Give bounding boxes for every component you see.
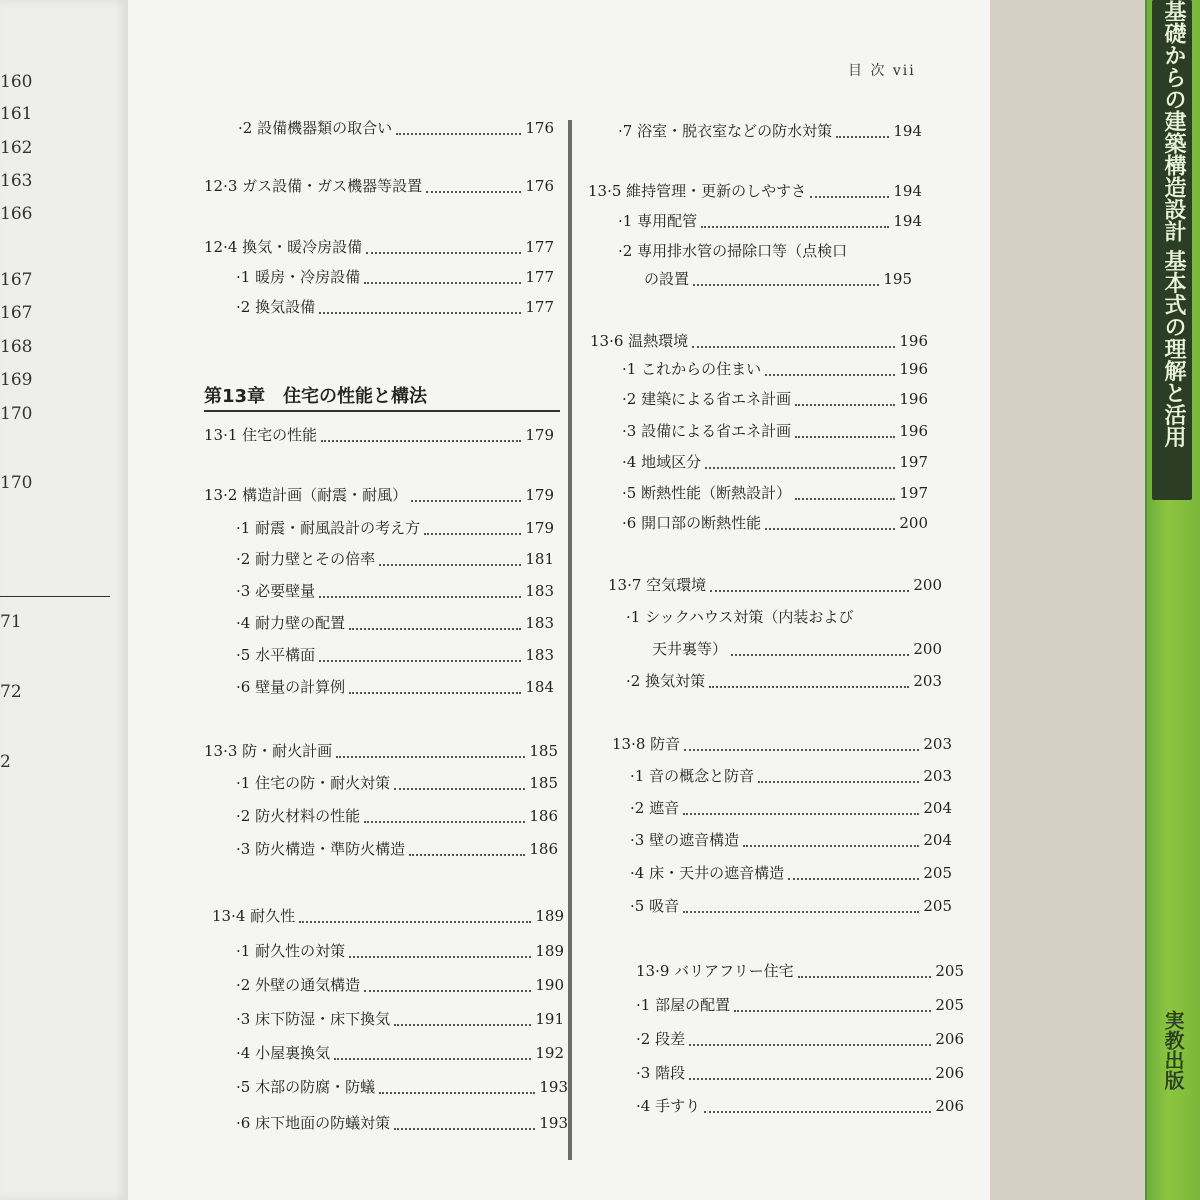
toc-entry xyxy=(618,240,922,262)
toc-entry-label: ·4 地域区分 xyxy=(622,453,702,471)
toc-entry xyxy=(236,644,554,666)
toc-leader-dots xyxy=(734,998,931,1012)
toc-entry xyxy=(236,296,554,318)
toc-entry-page: 200 xyxy=(913,576,942,594)
toc-entry-page: 203 xyxy=(913,672,942,690)
toc-entry xyxy=(236,805,558,827)
toc-leader-dots xyxy=(334,1046,531,1060)
toc-leader-dots xyxy=(758,769,919,783)
toc-entry-label: ·2 遮音 xyxy=(630,799,680,817)
toc-entry-page: 200 xyxy=(913,640,942,658)
toc-entry-page: 206 xyxy=(935,1097,964,1115)
toc-entry xyxy=(212,905,564,927)
toc-leader-dots xyxy=(349,616,521,630)
toc-entry-page: 177 xyxy=(525,298,554,316)
toc-entry-label: ·3 設備による省エネ計画 xyxy=(622,422,792,440)
book-spine-title xyxy=(1158,0,1188,500)
toc-entry-page: 195 xyxy=(883,270,912,288)
toc-entry xyxy=(630,797,952,819)
left-page-number: 166 xyxy=(0,204,33,224)
toc-leader-dots xyxy=(788,866,919,880)
toc-entry-page: 183 xyxy=(525,646,554,664)
toc-leader-dots xyxy=(349,944,531,958)
toc-entry xyxy=(236,612,554,634)
toc-leader-dots xyxy=(743,833,919,847)
toc-entry xyxy=(236,772,558,794)
toc-entry xyxy=(204,484,554,506)
toc-entry-page: 196 xyxy=(899,390,928,408)
toc-entry-page: 181 xyxy=(525,550,554,568)
toc-entry-label: ·3 階段 xyxy=(636,1064,686,1082)
toc-entry xyxy=(236,1112,568,1134)
toc-entry-label: ·2 耐力壁とその倍率 xyxy=(236,550,376,568)
left-page-number: 2 xyxy=(0,752,11,772)
toc-entry xyxy=(236,517,554,539)
toc-leader-dots xyxy=(795,424,895,438)
toc-entry-page: 206 xyxy=(935,1030,964,1048)
toc-leader-dots xyxy=(424,521,521,535)
toc-entry-label: ·3 壁の遮音構造 xyxy=(630,831,740,849)
running-head: 目 次 vii xyxy=(848,63,916,79)
toc-entry-label: ·1 暖房・冷房設備 xyxy=(236,268,361,286)
left-page-number: 168 xyxy=(0,337,33,357)
toc-entry-label: ·5 木部の防腐・防蟻 xyxy=(236,1078,376,1096)
toc-entry xyxy=(622,512,928,534)
toc-entry xyxy=(644,268,912,290)
toc-entry-page: 200 xyxy=(899,514,928,532)
toc-entry-label: ·4 床・天井の遮音構造 xyxy=(630,864,785,882)
toc-entry xyxy=(204,740,558,762)
toc-entry-label: 天井裏等） xyxy=(652,640,728,658)
spine-title: 基礎からの建築構造設計 xyxy=(1161,0,1186,242)
toc-entry xyxy=(630,765,952,787)
toc-entry xyxy=(204,175,554,197)
toc-leader-dots xyxy=(319,300,521,314)
toc-entry xyxy=(636,994,964,1016)
toc-entry xyxy=(236,676,554,698)
toc-leader-dots xyxy=(299,909,531,923)
left-page-number: 170 xyxy=(0,404,33,424)
left-page-number: 162 xyxy=(0,138,33,158)
toc-entry-label: ·2 段差 xyxy=(636,1030,686,1048)
toc-entry-label: ·2 設備機器類の取合い xyxy=(238,119,393,137)
toc-entry-page: 196 xyxy=(899,360,928,378)
toc-leader-dots xyxy=(701,214,889,228)
toc-entry-page: 194 xyxy=(893,212,922,230)
toc-entry-page: 194 xyxy=(893,122,922,140)
toc-entry-label: ·1 専用配管 xyxy=(618,212,698,230)
toc-entry-label: 13·9 バリアフリー住宅 xyxy=(636,962,794,980)
toc-entry-page: 205 xyxy=(923,864,952,882)
toc-entry-label: 13·7 空気環境 xyxy=(608,576,707,594)
toc-entry-label: ·5 断熱性能（断熱設計） xyxy=(622,484,792,502)
toc-entry-label: ·3 防火構造・準防火構造 xyxy=(236,840,406,858)
left-page-number: 167 xyxy=(0,303,33,323)
toc-entry-label: 12·4 換気・暖冷房設備 xyxy=(204,238,363,256)
toc-entry xyxy=(236,838,558,860)
toc-entry-page: 192 xyxy=(535,1044,564,1062)
toc-leader-dots xyxy=(396,121,521,135)
toc-leader-dots xyxy=(683,801,919,815)
toc-leader-dots xyxy=(709,674,909,688)
toc-entry-label: ·1 部屋の配置 xyxy=(636,996,731,1014)
left-page-number: 169 xyxy=(0,370,33,390)
left-page-number: 161 xyxy=(0,104,33,124)
toc-entry xyxy=(630,862,952,884)
toc-entry-label: ·1 耐震・耐風設計の考え方 xyxy=(236,519,421,537)
toc-entry-page: 183 xyxy=(525,582,554,600)
toc-leader-dots xyxy=(710,578,909,592)
toc-entry-page: 203 xyxy=(923,767,952,785)
left-page-number: 71 xyxy=(0,612,22,632)
toc-leader-dots xyxy=(795,486,895,500)
toc-entry-label: ·1 住宅の防・耐火対策 xyxy=(236,774,391,792)
toc-entry xyxy=(204,236,554,258)
toc-entry-label: ·2 防火材料の性能 xyxy=(236,807,361,825)
left-page-number: 163 xyxy=(0,171,33,191)
toc-entry xyxy=(630,895,952,917)
toc-entry xyxy=(636,1095,964,1117)
toc-leader-dots xyxy=(349,680,521,694)
toc-leader-dots xyxy=(692,334,895,348)
left-page-number: 170 xyxy=(0,473,33,493)
toc-entry-page: 204 xyxy=(923,799,952,817)
toc-leader-dots xyxy=(336,744,525,758)
toc-entry xyxy=(636,1028,964,1050)
toc-entry-label: の設置 xyxy=(644,270,690,288)
toc-leader-dots xyxy=(394,776,525,790)
toc-entry xyxy=(622,388,928,410)
toc-entry-label: ·5 吸音 xyxy=(630,897,680,915)
toc-leader-dots xyxy=(364,809,525,823)
toc-entry-label: ·4 小屋裏換気 xyxy=(236,1044,331,1062)
toc-leader-dots xyxy=(684,737,919,751)
toc-entry-label: ·2 換気設備 xyxy=(236,298,316,316)
toc-entry-page: 185 xyxy=(529,774,558,792)
toc-entry-page: 193 xyxy=(539,1114,568,1132)
toc-leader-dots xyxy=(689,1032,931,1046)
spine-subtitle: 基本式の理解と活用 xyxy=(1161,249,1186,448)
toc-entry-label: ·1 耐久性の対策 xyxy=(236,942,346,960)
toc-entry-label: ·1 音の概念と防音 xyxy=(630,767,755,785)
toc-entry xyxy=(236,548,554,570)
toc-entry-page: 186 xyxy=(529,807,558,825)
toc-entry-page: 185 xyxy=(529,742,558,760)
toc-entry-page: 205 xyxy=(935,962,964,980)
toc-entry-label: 13·5 維持管理・更新のしやすさ xyxy=(588,182,807,200)
toc-entry xyxy=(608,574,942,596)
toc-entry xyxy=(204,424,554,446)
toc-entry xyxy=(588,180,922,202)
toc-entry-label: ·3 必要壁量 xyxy=(236,582,316,600)
toc-leader-dots xyxy=(836,124,889,138)
toc-entry-label: ·2 専用排水管の掃除口等（点検口 xyxy=(618,242,848,260)
toc-leader-dots xyxy=(795,392,895,406)
toc-leader-dots xyxy=(394,1116,535,1130)
toc-entry-label: 13·6 温熱環境 xyxy=(590,332,689,350)
toc-leader-dots xyxy=(364,978,531,992)
toc-leader-dots xyxy=(379,1080,535,1094)
toc-leader-dots xyxy=(319,648,521,662)
toc-leader-dots xyxy=(394,1012,531,1026)
toc-entry-page: 177 xyxy=(525,268,554,286)
toc-entry-page: 194 xyxy=(893,182,922,200)
toc-entry xyxy=(236,1042,564,1064)
toc-entry xyxy=(622,358,928,380)
toc-entry-page: 197 xyxy=(899,453,928,471)
toc-entry-label: 12·3 ガス設備・ガス機器等設置 xyxy=(204,177,423,195)
toc-entry-label: ·7 浴室・脱衣室などの防水対策 xyxy=(618,122,833,140)
toc-entry-page: 205 xyxy=(935,996,964,1014)
toc-leader-dots xyxy=(319,584,521,598)
toc-entry xyxy=(236,1008,564,1030)
toc-entry-label: 13·3 防・耐火計画 xyxy=(204,742,333,760)
left-page-rule xyxy=(0,596,110,597)
toc-leader-dots xyxy=(693,272,879,286)
toc-leader-dots xyxy=(810,184,889,198)
toc-entry-page: 193 xyxy=(539,1078,568,1096)
toc-entry xyxy=(652,638,942,660)
toc-entry-label: ·6 開口部の断熱性能 xyxy=(622,514,762,532)
toc-entry-page: 191 xyxy=(535,1010,564,1028)
toc-entry-label: ·4 耐力壁の配置 xyxy=(236,614,346,632)
toc-entry-page: 190 xyxy=(535,976,564,994)
toc-leader-dots xyxy=(409,842,525,856)
toc-entry-page: 177 xyxy=(525,238,554,256)
toc-entry xyxy=(590,330,928,352)
toc-leader-dots xyxy=(765,516,895,530)
toc-entry-page: 196 xyxy=(899,422,928,440)
toc-entry-label: ·6 壁量の計算例 xyxy=(236,678,346,696)
toc-entry-page: 176 xyxy=(525,119,554,137)
toc-entry-page: 179 xyxy=(525,519,554,537)
toc-entry-label: ·4 手すり xyxy=(636,1097,701,1115)
toc-entry xyxy=(236,974,564,996)
toc-entry xyxy=(236,940,564,962)
toc-entry xyxy=(636,1062,964,1084)
toc-entry-label: ·2 換気対策 xyxy=(626,672,706,690)
toc-entry-label: 13·1 住宅の性能 xyxy=(204,426,318,444)
toc-entry-page: 205 xyxy=(923,897,952,915)
toc-entry-page: 196 xyxy=(899,332,928,350)
toc-leader-dots xyxy=(379,552,521,566)
toc-entry-page: 184 xyxy=(525,678,554,696)
toc-entry xyxy=(238,117,554,139)
toc-entry xyxy=(622,420,928,442)
left-page xyxy=(0,0,129,1200)
chapter-title: 第13章 住宅の性能と構法 xyxy=(204,382,560,412)
left-page-number: 160 xyxy=(0,72,33,92)
toc-entry-label: ·5 水平構面 xyxy=(236,646,316,664)
left-page-number: 167 xyxy=(0,270,33,290)
toc-entry xyxy=(618,120,922,142)
toc-entry-label: ·2 建築による省エネ計画 xyxy=(622,390,792,408)
toc-entry-page: 183 xyxy=(525,614,554,632)
toc-entry-page: 203 xyxy=(923,735,952,753)
toc-entry xyxy=(622,451,928,473)
toc-entry-label: ·1 これからの住まい xyxy=(622,360,762,378)
toc-leader-dots xyxy=(683,899,919,913)
toc-entry-label: ·3 床下防湿・床下換気 xyxy=(236,1010,391,1028)
toc-entry-label: 13·4 耐久性 xyxy=(212,907,296,925)
toc-leader-dots xyxy=(765,362,895,376)
toc-leader-dots xyxy=(366,240,521,254)
toc-entry xyxy=(636,960,964,982)
toc-entry-page: 189 xyxy=(535,907,564,925)
book-spine-publisher: 実教出版 xyxy=(1161,1010,1185,1090)
toc-leader-dots xyxy=(798,964,932,978)
toc-entry-page: 189 xyxy=(535,942,564,960)
toc-entry xyxy=(612,733,952,755)
toc-entry-label: 13·2 構造計画（耐震・耐風） xyxy=(204,486,408,504)
toc-entry xyxy=(622,482,928,504)
toc-entry-label: ·2 外壁の通気構造 xyxy=(236,976,361,994)
toc-entry xyxy=(626,606,942,628)
toc-leader-dots xyxy=(426,179,521,193)
left-page-number: 72 xyxy=(0,682,22,702)
toc-leader-dots xyxy=(411,488,521,502)
toc-entry-label: ·1 シックハウス対策（内装および xyxy=(626,608,854,626)
toc-leader-dots xyxy=(689,1066,931,1080)
toc-leader-dots xyxy=(364,270,521,284)
toc-leader-dots xyxy=(321,428,521,442)
toc-entry-page: 197 xyxy=(899,484,928,502)
column-divider xyxy=(568,120,572,1160)
toc-entry xyxy=(630,829,952,851)
toc-entry-page: 204 xyxy=(923,831,952,849)
toc-leader-dots xyxy=(705,455,895,469)
toc-entry-label: 13·8 防音 xyxy=(612,735,681,753)
toc-entry xyxy=(626,670,942,692)
toc-entry-page: 186 xyxy=(529,840,558,858)
toc-entry-page: 176 xyxy=(525,177,554,195)
toc-entry-page: 179 xyxy=(525,426,554,444)
toc-entry-page: 206 xyxy=(935,1064,964,1082)
toc-entry-page: 179 xyxy=(525,486,554,504)
toc-leader-dots xyxy=(704,1099,931,1113)
toc-entry xyxy=(236,266,554,288)
toc-entry xyxy=(236,1076,568,1098)
toc-leader-dots xyxy=(731,642,909,656)
toc-entry xyxy=(236,580,554,602)
toc-entry-label: ·6 床下地面の防蟻対策 xyxy=(236,1114,391,1132)
toc-entry xyxy=(618,210,922,232)
